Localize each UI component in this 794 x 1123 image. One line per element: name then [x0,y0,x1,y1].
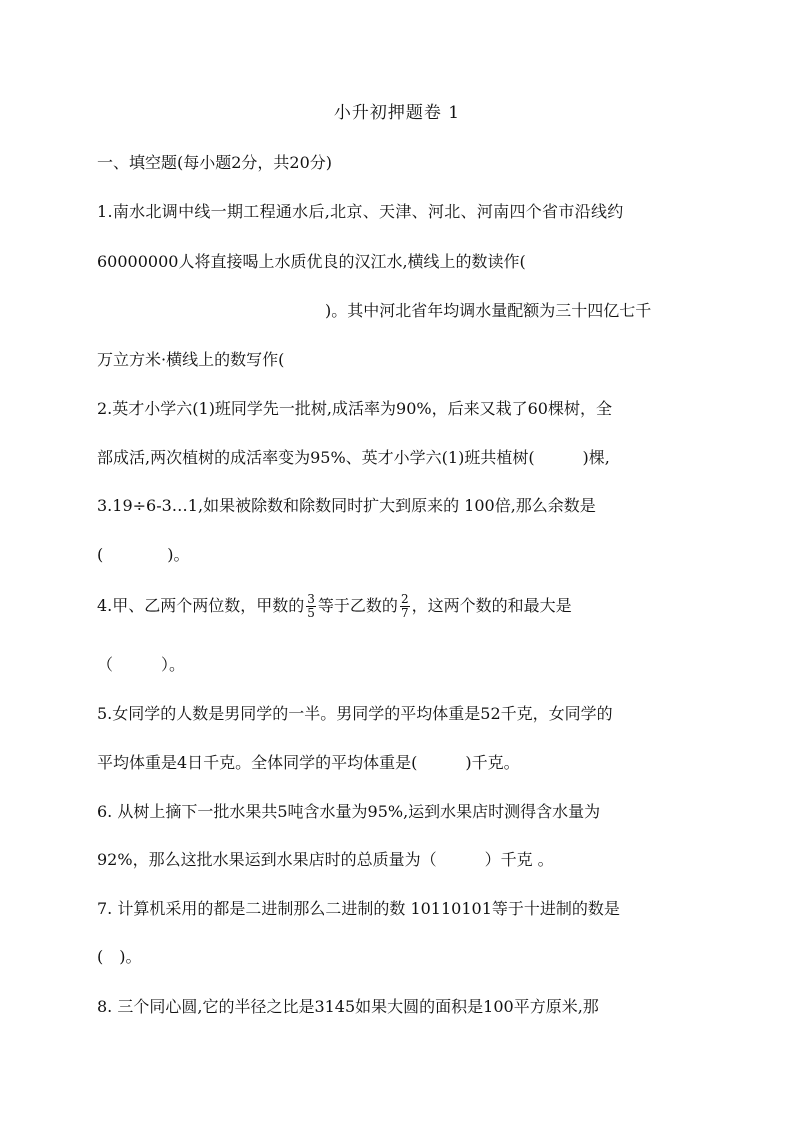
fraction-denominator: 5 [307,606,315,620]
question-1-line-2: 60000000人将直接喝上水质优良的汉江水,横线上的数读作( [97,252,526,271]
fraction-numerator: 2 [400,592,409,606]
question-5-line-1: 5.女同学的人数是男同学的一半。男同学的平均体重是52千克，女同学的 [97,704,613,723]
question-3-line-2: ( )。 [97,545,190,564]
question-1-line-3: )。其中河北省年均调水量配额为三十四亿七千 [325,301,652,320]
question-4-text-a: 4.甲、乙两个两位数，甲数的 [97,596,305,615]
question-7-line-2: ( )。 [97,947,142,966]
question-1-line-4: 万立方米·横线上的数写作( [97,350,285,369]
fraction-two-sevenths [400,593,410,620]
fraction-denominator: 7 [400,606,409,620]
question-2-line-1: 2.英才小学六(1)班同学先一批树,成活率为90%，后来又栽了60棵树，全 [97,399,612,418]
question-6-line-2: 92%，那么这批水果运到水果店时的总质量为（ ）千克 。 [97,850,554,869]
question-1-line-1: 1.南水北调中线一期工程通水后,北京、天津、河北、河南四个省市沿线约 [97,202,624,221]
question-4-line-2: （ ）。 [97,655,186,674]
question-6-line-1: 6. 从树上摘下一批水果共5吨含水量为95%,运到水果店时测得含水量为 [97,802,601,821]
question-4-text-c: ，这两个数的和最大是 [411,596,572,615]
question-2-line-2: 部成活,两次植树的成活率变为95%、英才小学六(1)班共植树( )棵, [97,448,610,467]
fraction-numerator: 3 [307,592,315,606]
question-4-line-1 [97,589,697,623]
page-title: 小升初押题卷 1 [333,103,461,123]
question-8-line-1: 8. 三个同心圆,它的半径之比是3145如果大圆的面积是100平方原米,那 [97,997,599,1016]
fraction-three-fifths [306,593,316,620]
question-7-line-1: 7. 计算机采用的都是二进制那么二进制的数 10110101等于十进制的数是 [97,899,620,918]
question-5-line-2: 平均体重是4日千克。全体同学的平均体重是( )千克。 [97,753,520,772]
section-heading: 一、填空题(每小题2分，共20分) [97,153,333,172]
question-4-text-b: 等于乙数的 [317,596,398,615]
question-3-line-1: 3.19÷6-3…1,如果被除数和除数同时扩大到原来的 100倍,那么余数是 [97,496,596,515]
